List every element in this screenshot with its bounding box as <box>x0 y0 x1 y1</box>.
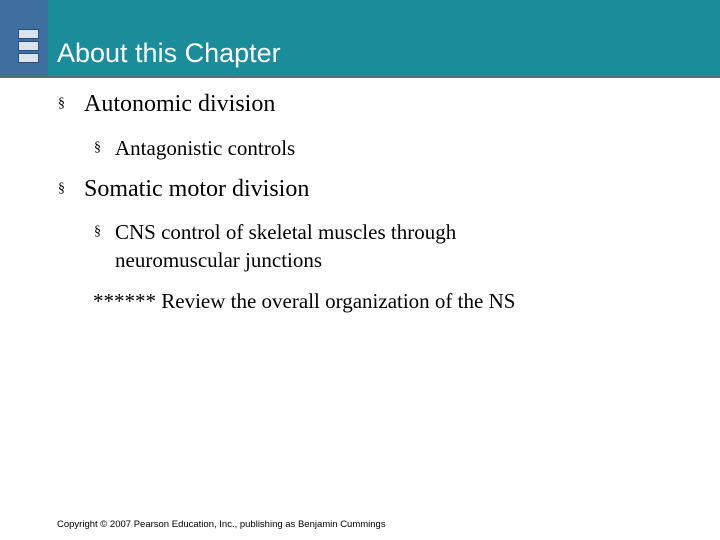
sub-bullet-cns-control-continued: neuromuscular junctions <box>115 248 323 272</box>
logo-bar-icon <box>18 29 39 39</box>
logo-icon <box>0 0 48 76</box>
copyright-footer: Copyright © 2007 Pearson Education, Inc., publishing as Benjamin Cummings <box>57 519 386 530</box>
sub-bullet-antagonistic: Antagonistic controls <box>115 136 296 160</box>
slide-title: About this Chapter <box>57 38 281 68</box>
review-note: ****** Review the overall organization of the NS <box>93 289 516 313</box>
bullet-item-somatic: Somatic motor division <box>84 176 310 202</box>
bullet-icon: § <box>94 140 101 155</box>
bullet-item-autonomic: Autonomic division <box>84 91 276 117</box>
title-bar <box>0 0 720 76</box>
header-divider <box>0 76 720 78</box>
logo-bar-icon <box>18 53 39 63</box>
bullet-icon: § <box>94 224 101 239</box>
sub-bullet-cns-control: CNS control of skeletal muscles through <box>115 220 457 244</box>
bullet-icon: § <box>58 96 65 111</box>
bullet-icon: § <box>58 181 65 196</box>
logo-bar-icon <box>18 41 39 51</box>
